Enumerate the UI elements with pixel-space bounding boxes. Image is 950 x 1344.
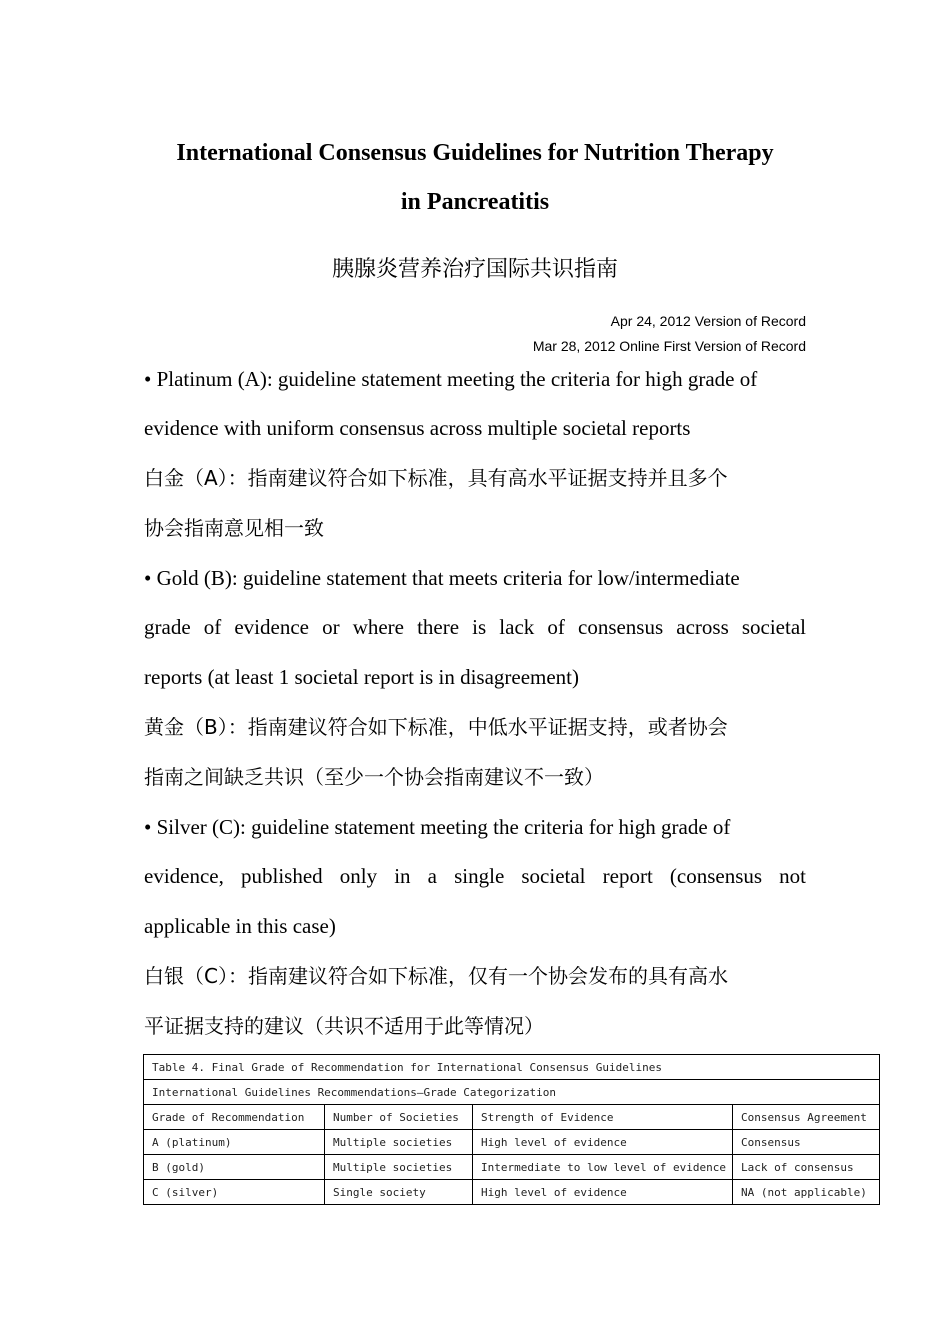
silver-definition-cn-line-1: 白银（C）：指南建议符合如下标准，仅有一个协会发布的具有高水: [144, 964, 728, 988]
table-cell: Multiple societies: [325, 1130, 473, 1155]
table-cell: NA (not applicable): [733, 1180, 880, 1205]
table-subheader: International Guidelines Recommendations—Grade Categorization: [144, 1080, 880, 1105]
table-subheader-row: [144, 1080, 880, 1105]
table-header-row: [144, 1105, 880, 1130]
gold-definition-en-line-1: • Gold (B): guideline statement that meets criteria for low/intermediate: [144, 566, 740, 590]
platinum-definition-en-line-1: • Platinum (A): guideline statement meeting the criteria for high grade of: [144, 367, 758, 391]
gold-definition-en-line-3: reports (at least 1 societal report is in disagreement): [144, 665, 580, 689]
table-cell: Intermediate to low level of evidence: [473, 1155, 733, 1180]
platinum-definition-cn-line-2: 协会指南意见相一致: [144, 516, 324, 540]
table-cell: Single society: [325, 1180, 473, 1205]
document-title-line-2: in Pancreatitis: [400, 189, 550, 215]
table-cell: High level of evidence: [473, 1130, 733, 1155]
online-first-date: Mar 28, 2012 Online First Version of Record: [532, 338, 806, 354]
silver-definition-cn-line-2: 平证据支持的建议（共识不适用于此等情况）: [144, 1014, 544, 1038]
table-cell: C (silver): [144, 1180, 325, 1205]
column-header: Grade of Recommendation: [144, 1105, 325, 1130]
table-cell: Consensus: [733, 1130, 880, 1155]
version-of-record-date: Apr 24, 2012 Version of Record: [610, 313, 806, 329]
platinum-definition-cn-line-1: 白金（A）：指南建议符合如下标准，具有高水平证据支持并且多个: [144, 466, 728, 490]
column-header: Consensus Agreement: [733, 1105, 880, 1130]
table-cell: Multiple societies: [325, 1155, 473, 1180]
table-cell: A (platinum): [144, 1130, 325, 1155]
grade-recommendation-table: [143, 1054, 880, 1205]
column-header: Number of Societies: [325, 1105, 473, 1130]
table-cell: B (gold): [144, 1155, 325, 1180]
table-cell: High level of evidence: [473, 1180, 733, 1205]
column-header: Strength of Evidence: [473, 1105, 733, 1130]
table-row: [144, 1155, 880, 1180]
silver-definition-en-line-3: applicable in this case): [144, 914, 336, 938]
gold-definition-cn-line-2: 指南之间缺乏共识（至少一个协会指南建议不一致）: [144, 765, 604, 789]
table-caption: Table 4. Final Grade of Recommendation for International Consensus Guidelines: [144, 1055, 880, 1080]
silver-definition-en-line-2: evidence, published only in a single societal report (consensus not: [144, 864, 806, 888]
table-row: [144, 1130, 880, 1155]
document-title-line-1: International Consensus Guidelines for Nutrition Therapy: [176, 140, 774, 166]
silver-definition-en-line-1: • Silver (C): guideline statement meeting the criteria for high grade of: [144, 815, 731, 839]
table-caption-row: [144, 1055, 880, 1080]
platinum-definition-en-line-2: evidence with uniform consensus across multiple societal reports: [144, 416, 691, 440]
gold-definition-en-line-2: grade of evidence or where there is lack of consensus across societal: [144, 615, 806, 639]
gold-definition-cn-line-1: 黄金（B）：指南建议符合如下标准，中低水平证据支持，或者协会: [144, 715, 728, 739]
chinese-title: 胰腺炎营养治疗国际共识指南: [331, 257, 618, 282]
table-row: [144, 1180, 880, 1205]
table-cell: Lack of consensus: [733, 1155, 880, 1180]
